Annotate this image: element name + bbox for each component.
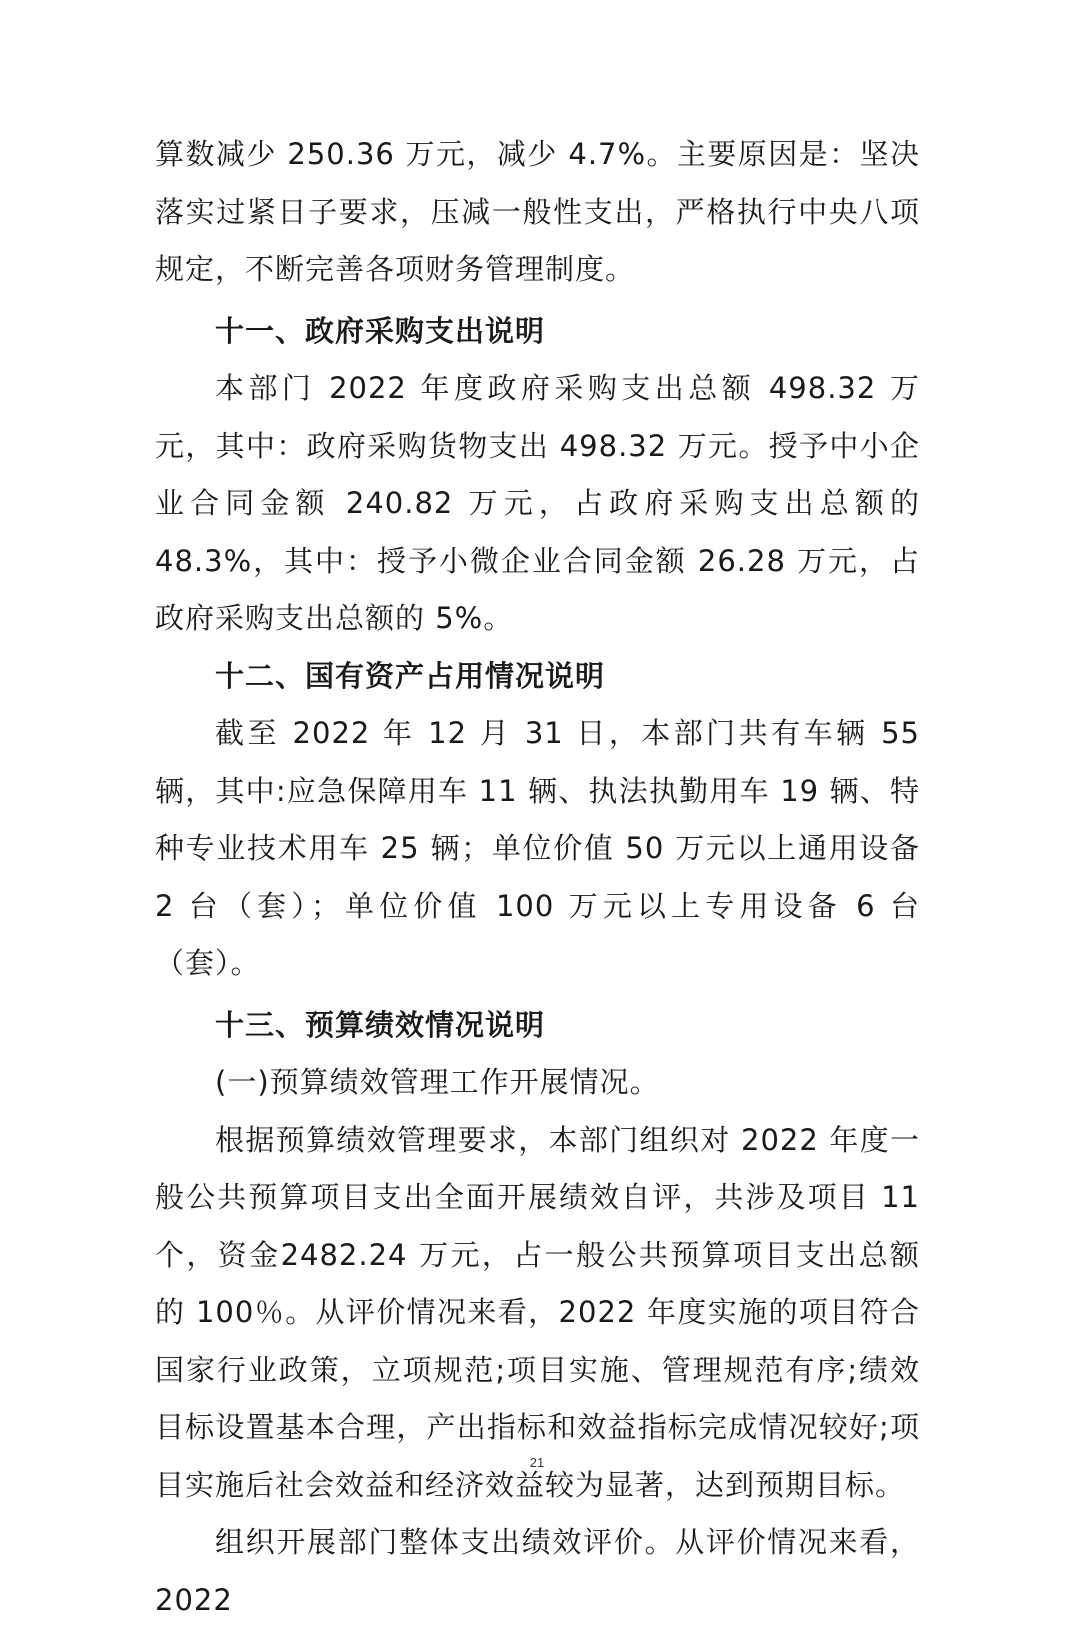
paragraph-overall-evaluation: 组织开展部门整体支出绩效评价。从评价情况来看，2022 bbox=[155, 1525, 920, 1617]
paragraph-performance-subheading: (一)预算绩效管理工作开展情况。 bbox=[215, 1065, 660, 1099]
paragraph-performance-evaluation: 根据预算绩效管理要求，本部门组织对 2022 年度一般公共预算项目支出全面开展绩效自评，共涉及项目 11 个，资金2482.24 万元，占一般公共预算项目支出总额的 100％。从评价情况来看，2022 年度实施的项目符合国家行业政策，立项规范;项目实施、管理规范有序;绩效目标设置基本合理，产出指标和效益指标完成情况较好;项目实施后社会效益和经济效益较为显著，达到预期目标。 bbox=[155, 1122, 920, 1502]
document-body bbox=[155, 126, 920, 1629]
page-number: 21 bbox=[529, 1455, 545, 1470]
heading-government-procurement: 十一、政府采购支出说明 bbox=[215, 313, 546, 348]
paragraph-government-procurement: 本部门 2022 年度政府采购支出总额 498.32 万元，其中：政府采购货物支出 498.32 万元。授予中小企业合同金额 240.82 万元，占政府采购支出总额的 48.3%，其中：授予小微企业合同金额 26.28 万元，占政府采购支出总额的 5%。 bbox=[155, 371, 920, 635]
paragraph-budget-decrease: 算数减少 250.36 万元，减少 4.7%。主要原因是：坚决落实过紧日子要求，压减一般性支出，严格执行中央八项规定，不断完善各项财务管理制度。 bbox=[155, 137, 920, 286]
heading-state-assets: 十二、国有资产占用情况说明 bbox=[215, 658, 606, 693]
paragraph-state-assets: 截至 2022 年 12 月 31 日，本部门共有车辆 55 辆，其中:应急保障用车 11 辆、执法执勤用车 19 辆、特种专业技术用车 25 辆；单位价值 50 万元以上通用设备 2 台（套）；单位价值 100 万元以上专用设备 6 台（套）。 bbox=[155, 716, 920, 980]
heading-budget-performance: 十三、预算绩效情况说明 bbox=[215, 1007, 546, 1042]
